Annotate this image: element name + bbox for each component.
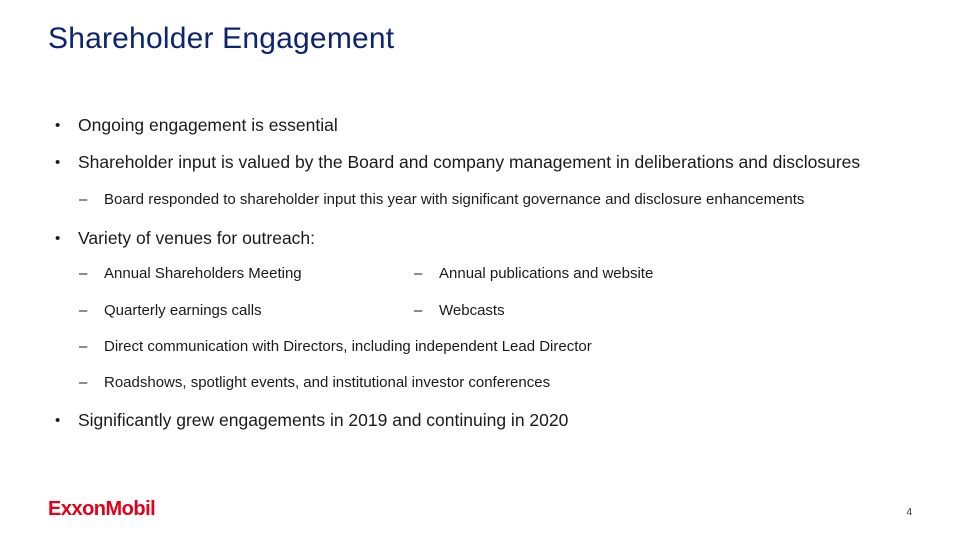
bullet-item: [55, 410, 568, 431]
bullet-text: Ongoing engagement is essential: [78, 115, 338, 135]
exxonmobil-logo: ExxonMobil: [48, 498, 156, 520]
dash-marker: –: [79, 338, 88, 355]
bullet-marker: •: [55, 117, 61, 134]
sub-bullet-item: [414, 302, 505, 319]
bullet-item: [55, 115, 338, 136]
sub-bullet-item: [79, 191, 804, 208]
sub-bullet-text: Direct communication with Directors, including independent Lead Director: [104, 338, 592, 355]
bullet-marker: •: [55, 154, 61, 171]
bullet-item: [55, 152, 860, 173]
sub-bullet-item: [414, 265, 653, 282]
sub-bullet-item: [79, 374, 550, 391]
dash-marker: –: [414, 302, 423, 319]
dash-marker: –: [79, 265, 88, 282]
sub-bullet-text: Quarterly earnings calls: [104, 302, 262, 319]
dash-marker: –: [79, 374, 88, 391]
bullet-text: Shareholder input is valued by the Board and company management in deliberations and disclosures: [78, 152, 861, 172]
sub-bullet-text: Roadshows, spotlight events, and institutional investor conferences: [104, 374, 551, 391]
sub-bullet-text: Webcasts: [439, 302, 505, 319]
dash-marker: –: [414, 265, 423, 282]
bullet-text: Variety of venues for outreach:: [78, 228, 316, 248]
bullet-marker: •: [55, 230, 61, 247]
slide-title: Shareholder Engagement: [48, 22, 395, 55]
dash-marker: –: [79, 191, 88, 208]
bullet-marker: •: [55, 412, 61, 429]
sub-bullet-item: [79, 265, 302, 282]
sub-bullet-item: [79, 302, 262, 319]
bullet-item: [55, 228, 315, 249]
sub-bullet-text: Board responded to shareholder input this year with significant governance and disclosure enhancements: [104, 191, 805, 208]
page-number: 4: [906, 507, 912, 518]
sub-bullet-item: [79, 338, 592, 355]
sub-bullet-text: Annual Shareholders Meeting: [104, 265, 302, 282]
bullet-text: Significantly grew engagements in 2019 and continuing in 2020: [78, 410, 569, 430]
sub-bullet-text: Annual publications and website: [439, 265, 654, 282]
dash-marker: –: [79, 302, 88, 319]
